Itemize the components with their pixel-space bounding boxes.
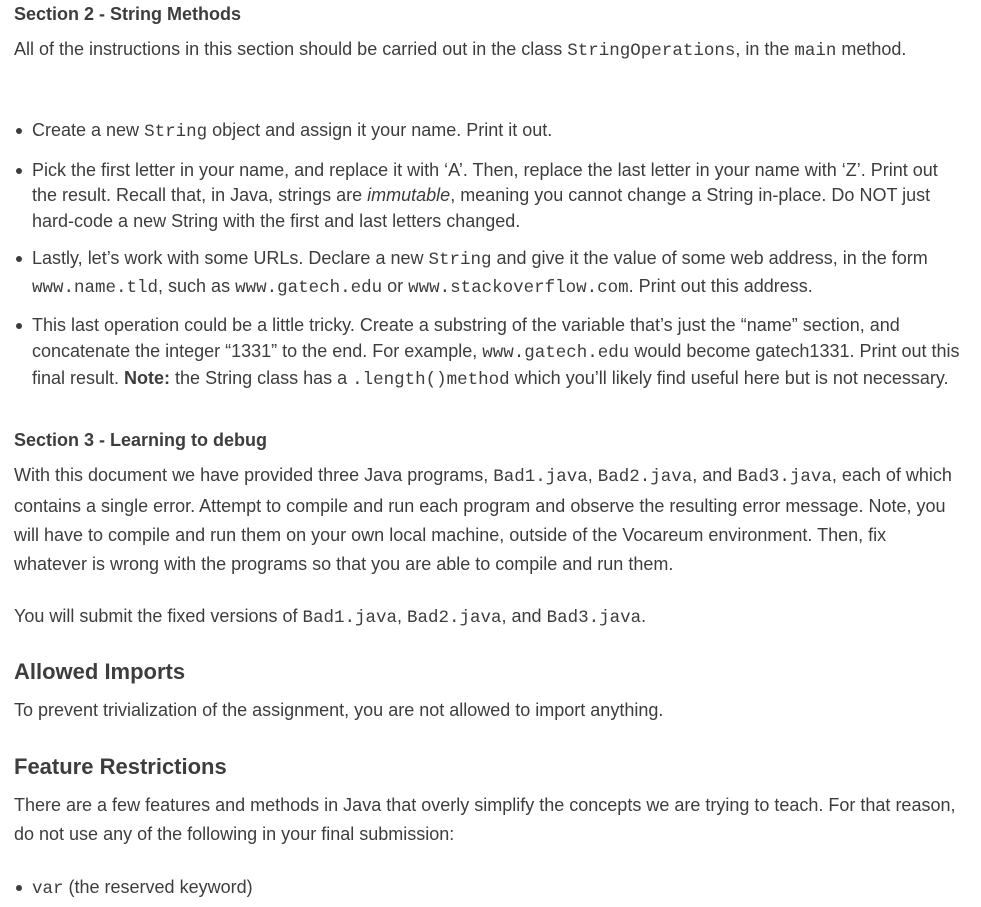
inline-code: Bad2.java: [407, 608, 502, 628]
inline-code: www.stackoverflow.com: [408, 277, 629, 298]
inline-code: Bad3.java: [737, 467, 832, 487]
inline-code: String: [428, 250, 492, 270]
list-item: Create a new String object and assign it your name. Print it out.: [14, 118, 964, 146]
section-2-heading: Section 2 - String Methods: [14, 4, 242, 24]
allowed-imports-text: To prevent trivialization of the assignment, you are not allowed to import anything.: [14, 700, 664, 720]
list-item: Pick the first letter in your name, and replace it with ‘A’. Then, replace the last letter in your name with ‘Z’. Print out the result. Recall that, in Java, strings are immutable, meaning you cannot change a String in-place. Do NOT just hard-code a new String with the first and last letters changed.: [14, 158, 964, 235]
list-item: This last operation could be a little tricky. Create a substring of the variable that’s just the “name” section, and concatenate the integer “1331” to the end. For example, www.gatech.edu would become gatech1331. Print out this final result. Note: the String class has a .length()method which you’ll likely find useful here but is not necessary.: [14, 313, 964, 394]
section-2-intro: All of the instructions in this section should be carried out in the class StringOperations, in the main method.: [14, 39, 907, 61]
inline-code: www.name.tld: [32, 277, 159, 298]
inline-code: var: [32, 879, 64, 899]
list-item: var (the reserved keyword): [14, 875, 964, 903]
feature-restrictions-text: There are a few features and methods in Java that overly simplify the concepts we are trying to teach. For that reason, do not use any of the following in your final submission:: [14, 795, 956, 844]
inline-code: main: [794, 41, 837, 61]
section-3-heading: Section 3 - Learning to debug: [14, 430, 268, 450]
inline-code: Bad2.java: [597, 467, 693, 487]
inline-code: Bad3.java: [546, 608, 642, 628]
section-2-list: [14, 118, 964, 394]
inline-code: .length()method: [352, 370, 510, 390]
inline-code: String: [144, 122, 208, 142]
inline-code: StringOperations: [567, 41, 736, 61]
list-item: Lastly, let’s work with some URLs. Declare a new String and give it the value of some web address, in the form www.name.tld, such as www.gatech.edu or www.stackoverflow.com. Print out this address.: [14, 246, 964, 301]
allowed-imports-heading: Allowed Imports: [14, 659, 186, 684]
section-3-submit-note: You will submit the fixed versions of Bad1.java, Bad2.java, and Bad3.java.: [14, 606, 647, 628]
inline-code: Bad1.java: [493, 467, 588, 487]
inline-code: www.gatech.edu: [235, 277, 383, 298]
section-3-paragraph: With this document we have provided three Java programs, Bad1.java, Bad2.java, and Bad3.java, each of which contains a single error. Attempt to compile and run each program and observe the resulting error message. Note, you will have to compile and run them on your own local machine, outside of the Vocareum environment. Then, fix whatever is wrong with the programs so that you are able to compile and run them.: [14, 465, 952, 574]
feature-restrictions-list: [14, 875, 964, 903]
feature-restrictions-heading: Feature Restrictions: [14, 754, 227, 779]
inline-code: www.gatech.edu: [482, 342, 630, 363]
inline-code: Bad1.java: [302, 608, 397, 628]
